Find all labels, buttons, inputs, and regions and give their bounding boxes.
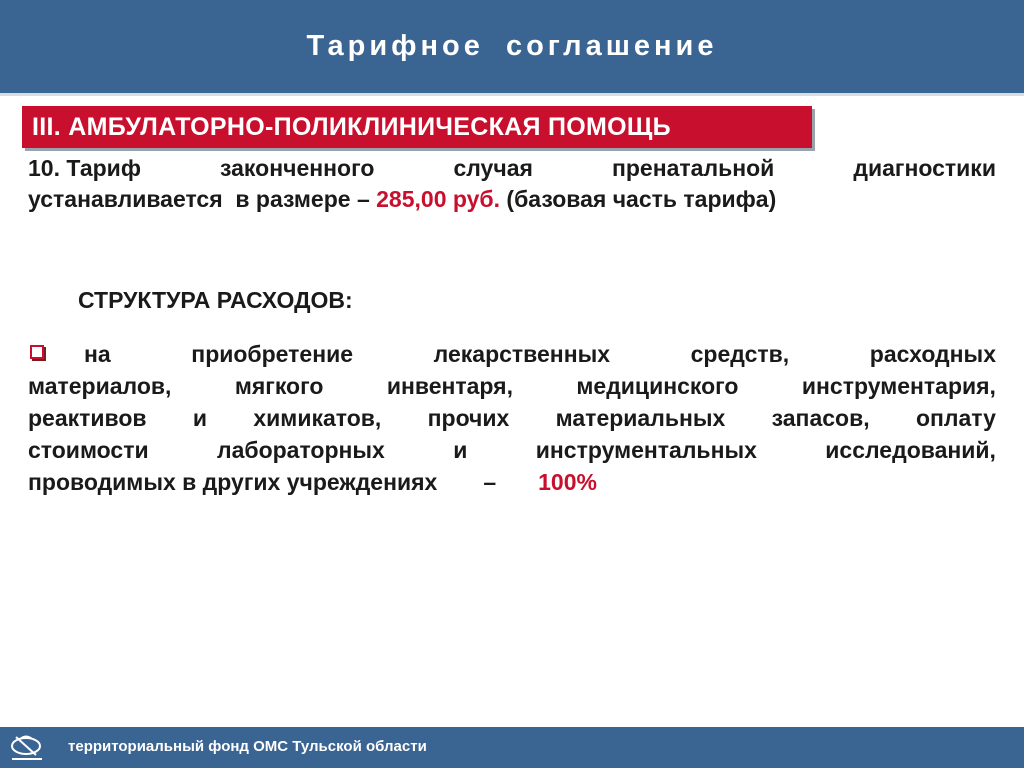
- bullet-word: оплату: [915, 405, 996, 431]
- bullet-word: лекарственных: [433, 341, 611, 367]
- tariff-suffix: (базовая часть тарифа): [500, 186, 777, 212]
- tariff-word: пренатальной: [611, 155, 775, 181]
- section-banner: [22, 106, 812, 148]
- page-title: Тарифное соглашение: [306, 30, 718, 62]
- bullet-word: лабораторных: [216, 437, 385, 463]
- bullet-word: стоимости: [28, 437, 149, 463]
- omc-logo-icon: [6, 731, 52, 765]
- tariff-paragraph: [28, 153, 996, 215]
- bullet-word: исследований,: [825, 437, 996, 463]
- bullet-word: химикатов,: [253, 405, 382, 431]
- bullet-word: мягкого: [234, 373, 324, 399]
- footer-org-name: территориальный фонд ОМС Тульской области: [68, 738, 427, 755]
- bullet-word: расходных: [869, 341, 996, 367]
- header-bar: [0, 0, 1024, 96]
- bullet-word: и: [192, 405, 208, 431]
- bullet-last-text: проводимых в других учреждениях: [28, 469, 438, 495]
- bullet-dash: –: [483, 469, 497, 495]
- tariff-word: законченного: [220, 155, 375, 181]
- bullet-word: материальных: [555, 405, 726, 431]
- bullet-word: и: [453, 437, 468, 463]
- bullet-word: инструментальных: [535, 437, 757, 463]
- bullet-word: средств,: [690, 341, 790, 367]
- tariff-line-1: [28, 153, 996, 184]
- bullet-word: приобретение: [191, 341, 354, 367]
- bullet-line-2: [28, 370, 996, 402]
- bullet-line-5: [28, 466, 996, 498]
- tariff-word: случая: [453, 155, 533, 181]
- checkbox-bullet-icon: [30, 345, 44, 359]
- footer-bar: [0, 727, 1024, 768]
- bullet-line-3: [28, 402, 996, 434]
- bullet-line-1: [28, 338, 996, 370]
- bullet-line-4: [28, 434, 996, 466]
- bullet-word: реактивов: [28, 405, 147, 431]
- tariff-prefix: устанавливается в размере –: [28, 186, 377, 212]
- bullet-word: медицинского: [576, 373, 739, 399]
- structure-heading: СТРУКТУРА РАСХОДОВ:: [78, 287, 353, 313]
- tariff-word: диагностики: [853, 155, 996, 181]
- structure-bullet: [28, 338, 996, 498]
- tariff-word: 10. Тариф: [28, 155, 141, 181]
- bullet-word: материалов,: [28, 373, 172, 399]
- bullet-word: запасов,: [771, 405, 870, 431]
- bullet-word: инструментария,: [801, 373, 996, 399]
- bullet-word: прочих: [427, 405, 510, 431]
- tariff-line-2: [28, 184, 996, 215]
- bullet-percent: 100%: [538, 469, 597, 495]
- tariff-amount: 285,00 руб.: [376, 186, 501, 212]
- bullet-word: инвентаря,: [386, 373, 513, 399]
- bullet-word: на: [84, 341, 111, 367]
- section-title: III. АМБУЛАТОРНО-ПОЛИКЛИНИЧЕСКАЯ ПОМОЩЬ: [32, 112, 671, 141]
